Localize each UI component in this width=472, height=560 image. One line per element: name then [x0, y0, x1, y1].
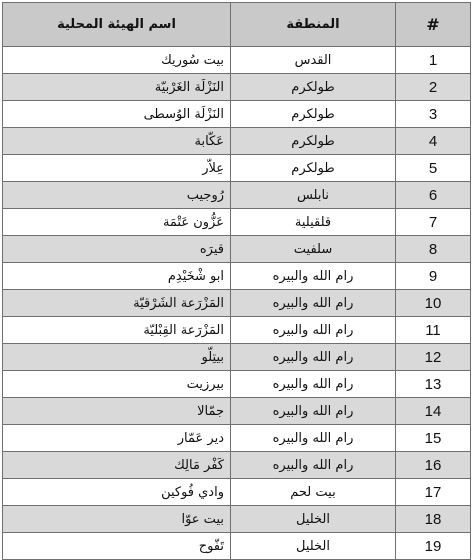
row-authority-name: بيتِلّو	[3, 344, 231, 371]
row-number: 1	[396, 47, 471, 74]
table-row	[3, 533, 471, 560]
row-authority-name: تَفّوح	[3, 533, 231, 560]
row-number: 13	[396, 371, 471, 398]
table-row	[3, 236, 471, 263]
row-region: نابلس	[231, 182, 396, 209]
row-number: 10	[396, 290, 471, 317]
row-authority-name: المَزْرَعة القِبْليّة	[3, 317, 231, 344]
header-region: المنطقة	[231, 3, 396, 47]
row-number: 19	[396, 533, 471, 560]
row-region: طولكرم	[231, 74, 396, 101]
row-authority-name: النَزْلَة الغَرْبيّة	[3, 74, 231, 101]
row-number: 11	[396, 317, 471, 344]
row-authority-name: عِلاّر	[3, 155, 231, 182]
header-number: #	[396, 3, 471, 47]
table-row	[3, 506, 471, 533]
row-region: رام الله والبيره	[231, 290, 396, 317]
table-row	[3, 155, 471, 182]
row-authority-name: دير عَمّار	[3, 425, 231, 452]
row-authority-name: بيت سُوريك	[3, 47, 231, 74]
table-row	[3, 74, 471, 101]
row-region: قلقيلية	[231, 209, 396, 236]
row-number: 18	[396, 506, 471, 533]
local-authorities-table	[2, 2, 471, 560]
row-number: 17	[396, 479, 471, 506]
row-region: طولكرم	[231, 155, 396, 182]
row-region: رام الله والبيره	[231, 452, 396, 479]
row-region: الخليل	[231, 533, 396, 560]
row-authority-name: بيت عوّا	[3, 506, 231, 533]
row-authority-name: قيرَه	[3, 236, 231, 263]
row-authority-name: كَفْر مَالِك	[3, 452, 231, 479]
row-number: 16	[396, 452, 471, 479]
row-region: رام الله والبيره	[231, 263, 396, 290]
row-number: 9	[396, 263, 471, 290]
row-region: رام الله والبيره	[231, 344, 396, 371]
table-row	[3, 128, 471, 155]
row-region: رام الله والبيره	[231, 425, 396, 452]
row-region: طولكرم	[231, 101, 396, 128]
table-row	[3, 47, 471, 74]
row-number: 12	[396, 344, 471, 371]
table-row	[3, 263, 471, 290]
row-number: 8	[396, 236, 471, 263]
table-row	[3, 425, 471, 452]
table-row	[3, 371, 471, 398]
row-number: 2	[396, 74, 471, 101]
row-authority-name: ابو شْخَيْدِم	[3, 263, 231, 290]
row-authority-name: المَزْرَعة الشَرْقيّة	[3, 290, 231, 317]
row-region: طولكرم	[231, 128, 396, 155]
row-region: سلفيت	[231, 236, 396, 263]
row-region: القدس	[231, 47, 396, 74]
row-authority-name: عَكّابة	[3, 128, 231, 155]
row-number: 5	[396, 155, 471, 182]
table-row	[3, 479, 471, 506]
row-authority-name: جمّالا	[3, 398, 231, 425]
row-region: الخليل	[231, 506, 396, 533]
table-row	[3, 317, 471, 344]
table-row	[3, 290, 471, 317]
row-region: رام الله والبيره	[231, 398, 396, 425]
row-region: رام الله والبيره	[231, 317, 396, 344]
table-row	[3, 182, 471, 209]
table-row	[3, 101, 471, 128]
table-row	[3, 344, 471, 371]
row-authority-name: النَزْلَة الوُسطى	[3, 101, 231, 128]
row-number: 3	[396, 101, 471, 128]
table-row	[3, 398, 471, 425]
table-row	[3, 209, 471, 236]
row-authority-name: بيرزيت	[3, 371, 231, 398]
table-row	[3, 452, 471, 479]
row-authority-name: رُوجيب	[3, 182, 231, 209]
row-number: 4	[396, 128, 471, 155]
row-number: 14	[396, 398, 471, 425]
row-region: بيت لحم	[231, 479, 396, 506]
row-region: رام الله والبيره	[231, 371, 396, 398]
row-number: 15	[396, 425, 471, 452]
row-number: 6	[396, 182, 471, 209]
header-authority-name: اسم الهيئة المحلية	[3, 3, 231, 47]
row-authority-name: وادي فُوكين	[3, 479, 231, 506]
header-row	[3, 3, 471, 47]
row-authority-name: عَزُّون عَتْمَة	[3, 209, 231, 236]
row-number: 7	[396, 209, 471, 236]
